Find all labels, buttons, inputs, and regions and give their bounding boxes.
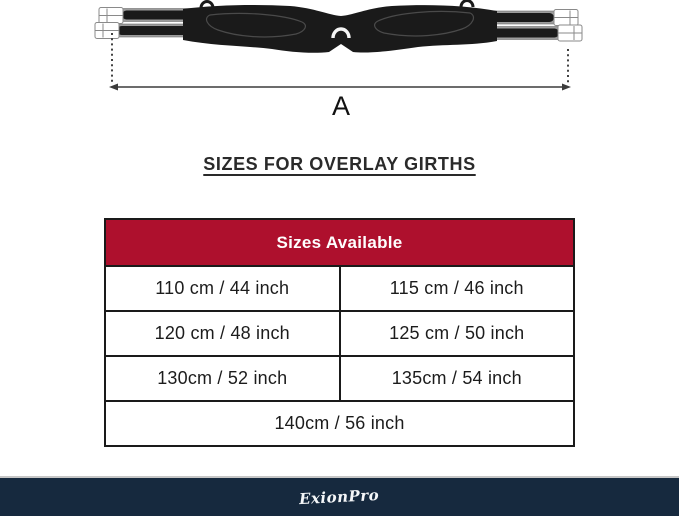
right-buckles: [554, 10, 582, 42]
sizes-table: [104, 218, 575, 447]
table-row: [105, 266, 574, 311]
sizes-table-wrap: [104, 218, 575, 447]
size-cell: 120 cm / 48 inch: [105, 311, 340, 356]
size-cell: 135cm / 54 inch: [340, 356, 575, 401]
measurement-arrow: [109, 84, 571, 91]
girth-diagram: [0, 0, 679, 125]
girth-ring-icon: [461, 1, 473, 7]
sizes-table-header: Sizes Available: [105, 219, 574, 266]
table-row: [105, 311, 574, 356]
table-header-row: [105, 219, 574, 266]
size-cell: 110 cm / 44 inch: [105, 266, 340, 311]
left-buckles: [95, 8, 123, 39]
table-row: [105, 401, 574, 446]
page-title: SIZES FOR OVERLAY GIRTHS: [203, 154, 476, 174]
brand-logo: ExionPro: [298, 485, 380, 509]
size-cell: 125 cm / 50 inch: [340, 311, 575, 356]
footer-bar: [0, 476, 679, 516]
size-cell: 130cm / 52 inch: [105, 356, 340, 401]
size-cell-full: 140cm / 56 inch: [105, 401, 574, 446]
table-row: [105, 356, 574, 401]
girth-illustration-svg: [0, 0, 679, 125]
size-cell: 115 cm / 46 inch: [340, 266, 575, 311]
measurement-label: A: [331, 91, 351, 121]
elastic-segment: [117, 26, 192, 35]
